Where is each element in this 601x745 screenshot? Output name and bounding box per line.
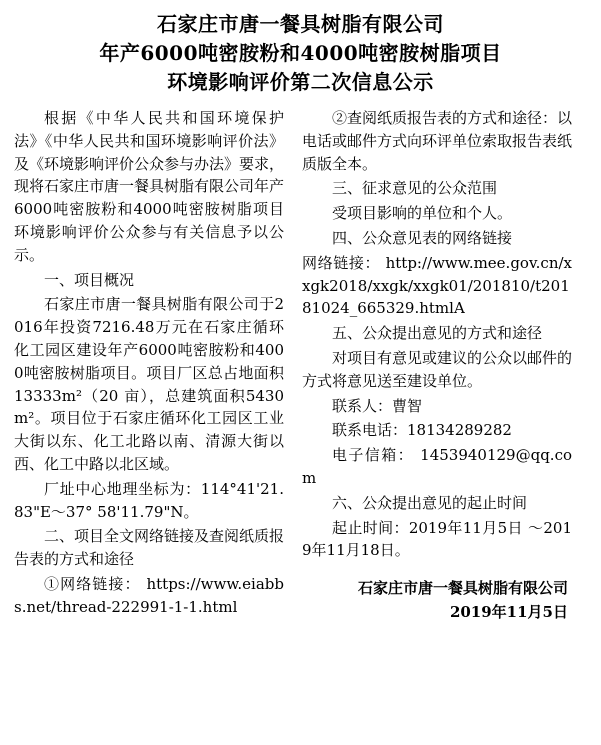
right-column	[302, 107, 572, 624]
comment-period: 起止时间：2019年11月5日 ～2019年11月18日。	[302, 518, 572, 560]
section-heading: 六、公众提出意见的起止时间	[332, 493, 528, 512]
contact-person: 联系人：曹智	[332, 396, 423, 415]
section-heading: 三、征求意见的公众范围	[332, 179, 498, 198]
signature-date: 2019年11月5日	[449, 603, 568, 622]
title-line-1: 石家庄市唐一餐具树脂有限公司	[157, 12, 444, 36]
document-title	[14, 10, 587, 97]
paragraph: 受项目影响的单位和个人。	[332, 204, 513, 223]
paragraph: 石家庄市唐一餐具树脂有限公司于2016年投资7216.48万元在石家庄循环化工园区建设年产6000吨密胺粉和4000吨密胺树脂项目。项目厂区总占地面积13333m²（20 亩），总建筑面积5430m²。项目位于石家庄循环化工园区工业大街以东、化工北路以南、清源大街以西、化工中路以北区域。	[14, 295, 284, 473]
project-link-paragraph: ①网络链接： https://www.eiabbs.net/thread-222991-1-1.html	[14, 574, 284, 616]
contact-email: 电子信箱： 1453940129@qq.com	[302, 446, 572, 487]
opinion-form-link-paragraph: 网络链接： http://www.mee.gov.cn/xxgk2018/xxgk/xxgk01/201810/t20181024_665329.htmlA	[302, 253, 572, 318]
left-column	[14, 107, 284, 621]
contact-phone: 联系电话：18134289282	[332, 421, 512, 440]
paragraph: 厂址中心地理坐标为：114°41'21.83"E～37° 58'11.79"N。	[14, 479, 284, 521]
title-line-2: 年产6000吨密胺粉和4000吨密胺树脂项目	[99, 41, 502, 65]
paragraph: 根据《中华人民共和国环境保护法》《中华人民共和国环境影响评价法》及《环境影响评价公众参与办法》要求，现将石家庄市唐一餐具树脂有限公司年产6000吨密胺粉和4000吨密胺树脂项目环境影响评价公众参与有关信息予以公示。	[14, 109, 285, 264]
paragraph: ②查阅纸质报告表的方式和途径：以电话或邮件方式向环评单位索取报告表纸质版全本。	[302, 109, 573, 173]
signature-block	[302, 576, 572, 624]
paragraph: 对项目有意见或建议的公众以邮件的方式将意见送至建设单位。	[302, 348, 573, 390]
section-heading: 五、公众提出意见的方式和途径	[332, 324, 543, 343]
section-heading: 一、项目概况	[44, 270, 135, 289]
section-heading: 四、公众意见表的网络链接	[332, 228, 513, 247]
signature-company: 石家庄市唐一餐具树脂有限公司	[357, 579, 568, 598]
section-heading: 二、项目全文网络链接及查阅纸质报告表的方式和途径	[14, 527, 285, 569]
two-column-body	[14, 107, 587, 624]
title-line-3: 环境影响评价第二次信息公示	[167, 70, 434, 94]
